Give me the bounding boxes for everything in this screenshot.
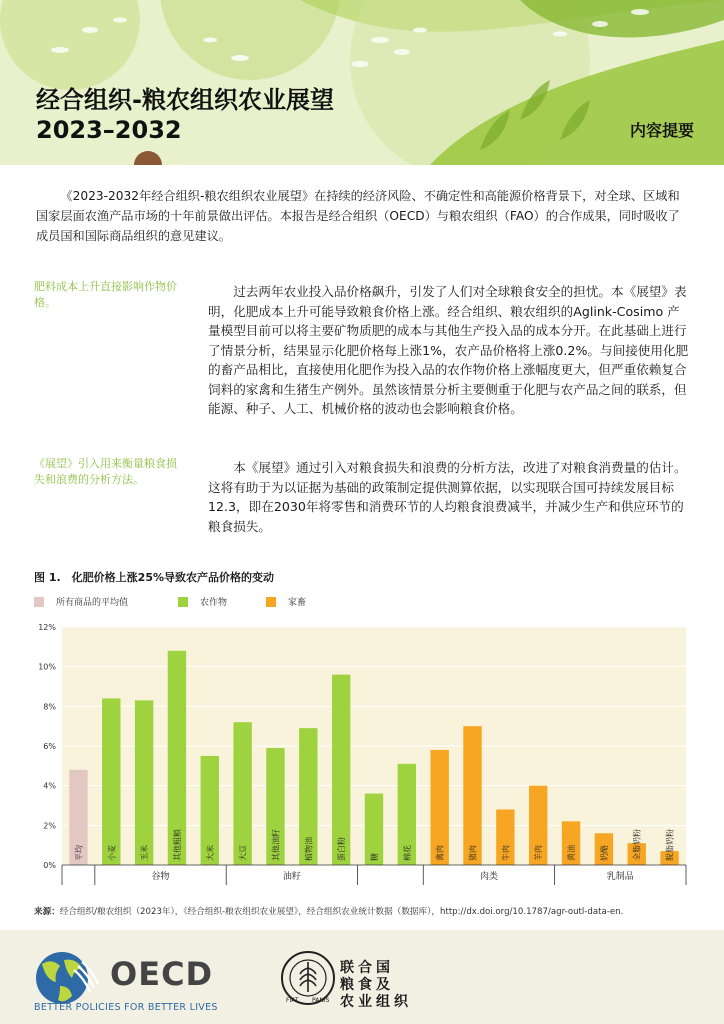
legend-item-average (34, 595, 128, 608)
bar-label: 全脂奶粉 (632, 829, 642, 861)
oecd-globe-logo (34, 950, 104, 1006)
bar-label: 其他粗粮 (172, 829, 182, 861)
y-tick-label: 12% (38, 623, 56, 632)
legend-item-livestock (266, 595, 306, 608)
price-change-chart (28, 617, 696, 889)
bar-label: 蛋白粉 (337, 837, 347, 861)
bar-label: 奶酪 (599, 845, 609, 861)
bar-蛋白粉 (332, 675, 350, 865)
footer (0, 930, 724, 1024)
group-label: 谷物 (151, 872, 170, 882)
summary-tag: 内容提要 (629, 121, 694, 140)
report-title: 经合组织-粮农组织农业展望 (36, 86, 334, 114)
bar-玉米 (135, 700, 153, 865)
group-label: 油籽 (282, 872, 301, 882)
fao-name-line-3: 农业组织 (340, 994, 412, 1010)
oecd-tagline: BETTER POLICIES FOR BETTER LIVES (34, 1002, 218, 1013)
body-paragraph-1: 过去两年农业投入品价格飙升，引发了人们对全球粮食安全的担忧。本《展望》表明，化肥成本上升可能导致粮食价格上涨。经合组织、粮农组织的Aglink-Cosimo 产量模型目前可以将主要矿物质肥的成本与其他生产投入品的成本分开。在此基础上进行了情景分析，结果显示化肥价格每上涨1%，农产品价格将上涨0.2%。与间接使用化肥的畜产品相比，直接使用化肥作为投入品的农作物价格上涨幅度更大，但严重依赖复合饲料的家禽和生猪生产例外。虽然该情景分析主要侧重于化肥与农产品之间的联系，但能源、种子、人工、机械价格的波动也会影响粮食价格。 (208, 284, 689, 416)
source-label: 来源： (34, 907, 60, 917)
bar-大豆 (233, 722, 251, 865)
bar-label: 糖 (370, 853, 379, 861)
group-label: 乳制品 (606, 872, 634, 882)
report-header (0, 0, 724, 165)
figure-source (34, 905, 694, 917)
oecd-wordmark: OECD (110, 955, 214, 993)
legend-item-crops (178, 595, 227, 608)
y-tick-label: 8% (43, 702, 56, 712)
bar-猪肉 (463, 726, 481, 865)
intro-paragraph: 《2023-2032年经合组织-粮农组织农业展望》在持续的经济风险、不确定性和高能源价格背景下，对全球、区域和国家层面农渔产品市场的十年前景做出评估。本报告是经合组织（OECD）与粮农组织（FAO）的合作成果，同时吸收了成员国和国际商品组织的意见建议。 (36, 189, 680, 243)
bar-label: 小麦 (107, 845, 117, 861)
fao-ring-right: PANIS (312, 997, 330, 1004)
fao-emblem-logo (280, 950, 336, 1006)
y-tick-label: 2% (43, 821, 56, 831)
bar-label: 植物油 (304, 837, 314, 861)
legend-label-livestock: 家畜 (288, 598, 307, 608)
y-tick-label: 10% (38, 662, 56, 672)
figure-title: 图 1. 化肥价格上涨25%导致农产品价格的变动 (34, 571, 274, 584)
bar-label: 大豆 (238, 845, 248, 861)
legend-swatch-average (34, 597, 44, 607)
bar-label: 黄油 (567, 845, 577, 861)
fao-name-line-1: 联合国 (340, 960, 394, 976)
body-paragraph-2: 本《展望》通过引入对粮食损失和浪费的分析方法，改进了对粮食消费量的估计。这将有助于为以证据为基础的政策制定提供测算依据，以实现联合国可持续发展目标12.3，即在2030年将零售和消费环节的人均粮食浪费减半，并减少生产和供应环节的粮食损失。 (208, 460, 687, 534)
legend-label-crops: 农作物 (200, 598, 228, 608)
y-tick-label: 0% (43, 861, 56, 870)
bar-label: 脱脂奶粉 (665, 829, 675, 861)
fao-name (340, 960, 412, 1011)
y-tick-label: 4% (43, 781, 56, 791)
fao-ring-left: FIAT (286, 997, 299, 1004)
side-note-fertilizer: 肥料成本上升直接影响作物价格。 (34, 280, 177, 309)
legend-swatch-livestock (266, 597, 276, 607)
y-tick-label: 6% (43, 742, 56, 751)
bar-label: 棉花 (402, 845, 412, 861)
bar-label: 其他油籽 (271, 829, 281, 861)
legend-swatch-crops (178, 597, 188, 607)
report-years: 2023–2032 (36, 116, 182, 144)
bar-label: 羊肉 (534, 845, 544, 861)
bar-label: 牛肉 (501, 845, 511, 861)
bar-label: 大米 (205, 845, 215, 861)
bar-label: 禽肉 (435, 845, 445, 861)
side-note-food-loss: 《展望》引入用来衡量粮食损失和浪费的分析方法。 (34, 457, 177, 486)
group-label: 肉类 (479, 872, 498, 882)
fao-name-line-2: 粮食及 (340, 977, 394, 993)
bar-小麦 (102, 698, 120, 865)
bar-label: 猪肉 (468, 845, 478, 861)
legend-label-average: 所有商品的平均值 (56, 598, 129, 608)
bar-label: 玉米 (140, 845, 150, 861)
source-text: 经合组织/粮农组织（2023年），《经合组织-粮农组织农业展望》，经合组织农业统计数据（数据库），http://dx.doi.org/10.1787/agr-outl-data-en. (59, 907, 624, 917)
bar-label: 平均 (74, 845, 84, 861)
